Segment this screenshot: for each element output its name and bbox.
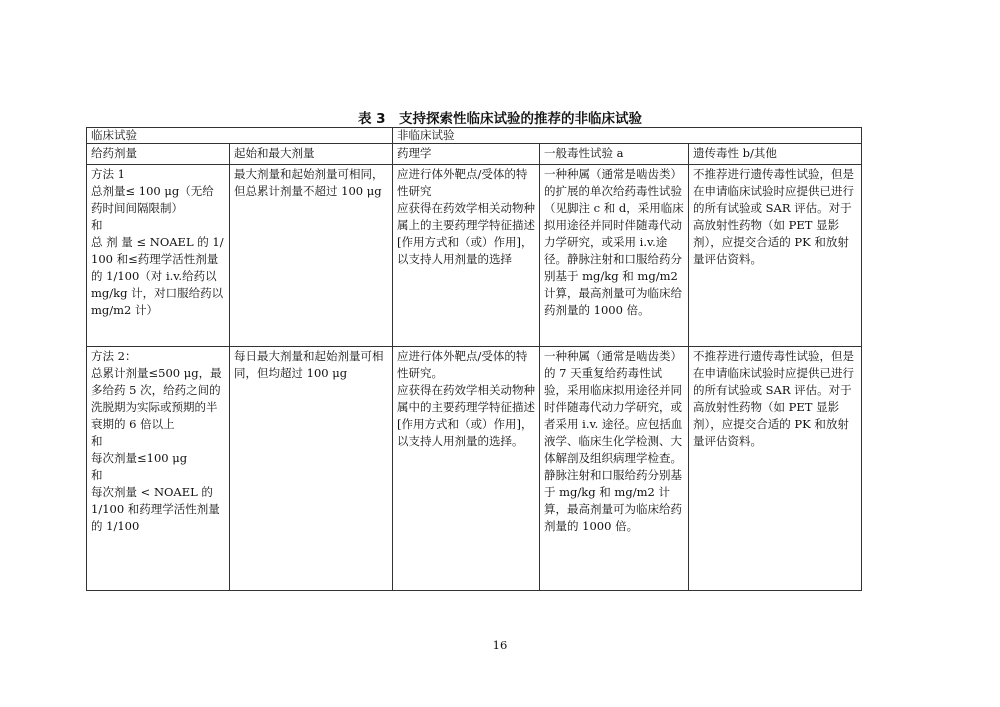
header-pharmacology: 药理学 bbox=[393, 144, 540, 165]
nonclinical-studies-table bbox=[86, 127, 862, 591]
cell-start-max: 每日最大剂量和起始剂量可相同，但均超过 100 μg bbox=[230, 347, 393, 591]
group-nonclinical: 非临床试验 bbox=[393, 128, 862, 144]
header-dosing: 给药剂量 bbox=[87, 144, 230, 165]
page-number: 16 bbox=[492, 638, 508, 652]
cell-pharmacology: 应进行体外靶点/受体的特性研究 应获得在药效学相关动物种属上的主要药理学特征描述[作用方式和（或）作用]，以支持人用剂量的选择 bbox=[393, 165, 540, 347]
cell-general-tox: 一种种属（通常是啮齿类）的 7 天重复给药毒性试验，采用临床拟用途径并同时伴随毒代动力学研究，或者采用 i.v. 途径。应包括血液学、临床生化学检测、大体解剖及组织病理学检查。静脉注射和口服给药分别基于 mg/kg 和 mg/m2 计算，最高剂量可为临床给药剂量的 1000 倍。 bbox=[540, 347, 689, 591]
header-genotox: 遗传毒性 b/其他 bbox=[689, 144, 862, 165]
cell-general-tox: 一种种属（通常是啮齿类）的扩展的单次给药毒性试验（见脚注 c 和 d，采用临床拟用途径并同时伴随毒代动力学研究，或采用 i.v.途径。静脉注射和口服给药分别基于 mg/kg 和 mg/m2 计算，最高剂量可为临床给药剂量的 1000 倍。 bbox=[540, 165, 689, 347]
table-row bbox=[87, 165, 862, 347]
header-general-tox: 一般毒性试验 a bbox=[540, 144, 689, 165]
cell-pharmacology: 应进行体外靶点/受体的特性研究。 应获得在药效学相关动物种属中的主要药理学特征描述[作用方式和（或）作用]，以支持人用剂量的选择。 bbox=[393, 347, 540, 591]
cell-genotox: 不推荐进行遗传毒性试验，但是在申请临床试验时应提供已进行的所有试验或 SAR 评估。对于高放射性药物（如 PET 显影剂），应提交合适的 PK 和放射量评估资料。 bbox=[689, 347, 862, 591]
cell-dosing: 方法 1 总剂量≤ 100 μg（无给药时间间隔限制） 和 总 剂 量 ≤ NOAEL 的 1/100 和≤药理学活性剂量的 1/100（对 i.v.给药以 mg/kg 计，对口服给药以 mg/m2 计） bbox=[87, 165, 230, 347]
group-clinical: 临床试验 bbox=[87, 128, 393, 144]
cell-dosing: 方法 2： 总累计剂量≤500 μg，最多给药 5 次，给药之间的洗脱期为实际或预期的半衰期的 6 倍以上 和 每次剂量≤100 μg 和 每次剂量 < NOAEL 的 1/100 和药理学活性剂量的 1/100 bbox=[87, 347, 230, 591]
cell-start-max: 最大剂量和起始剂量可相同，但总累计剂量不超过 100 μg bbox=[230, 165, 393, 347]
table-row bbox=[87, 347, 862, 591]
table-header-row bbox=[87, 144, 862, 165]
cell-genotox: 不推荐进行遗传毒性试验，但是在申请临床试验时应提供已进行的所有试验或 SAR 评估。对于高放射性药物（如 PET 显影剂），应提交合适的 PK 和放射量评估资料。 bbox=[689, 165, 862, 347]
table-group-row bbox=[87, 128, 862, 144]
header-start-max: 起始和最大剂量 bbox=[230, 144, 393, 165]
table-caption: 表 3 支持探索性临床试验的推荐的非临床试验 bbox=[357, 111, 643, 127]
